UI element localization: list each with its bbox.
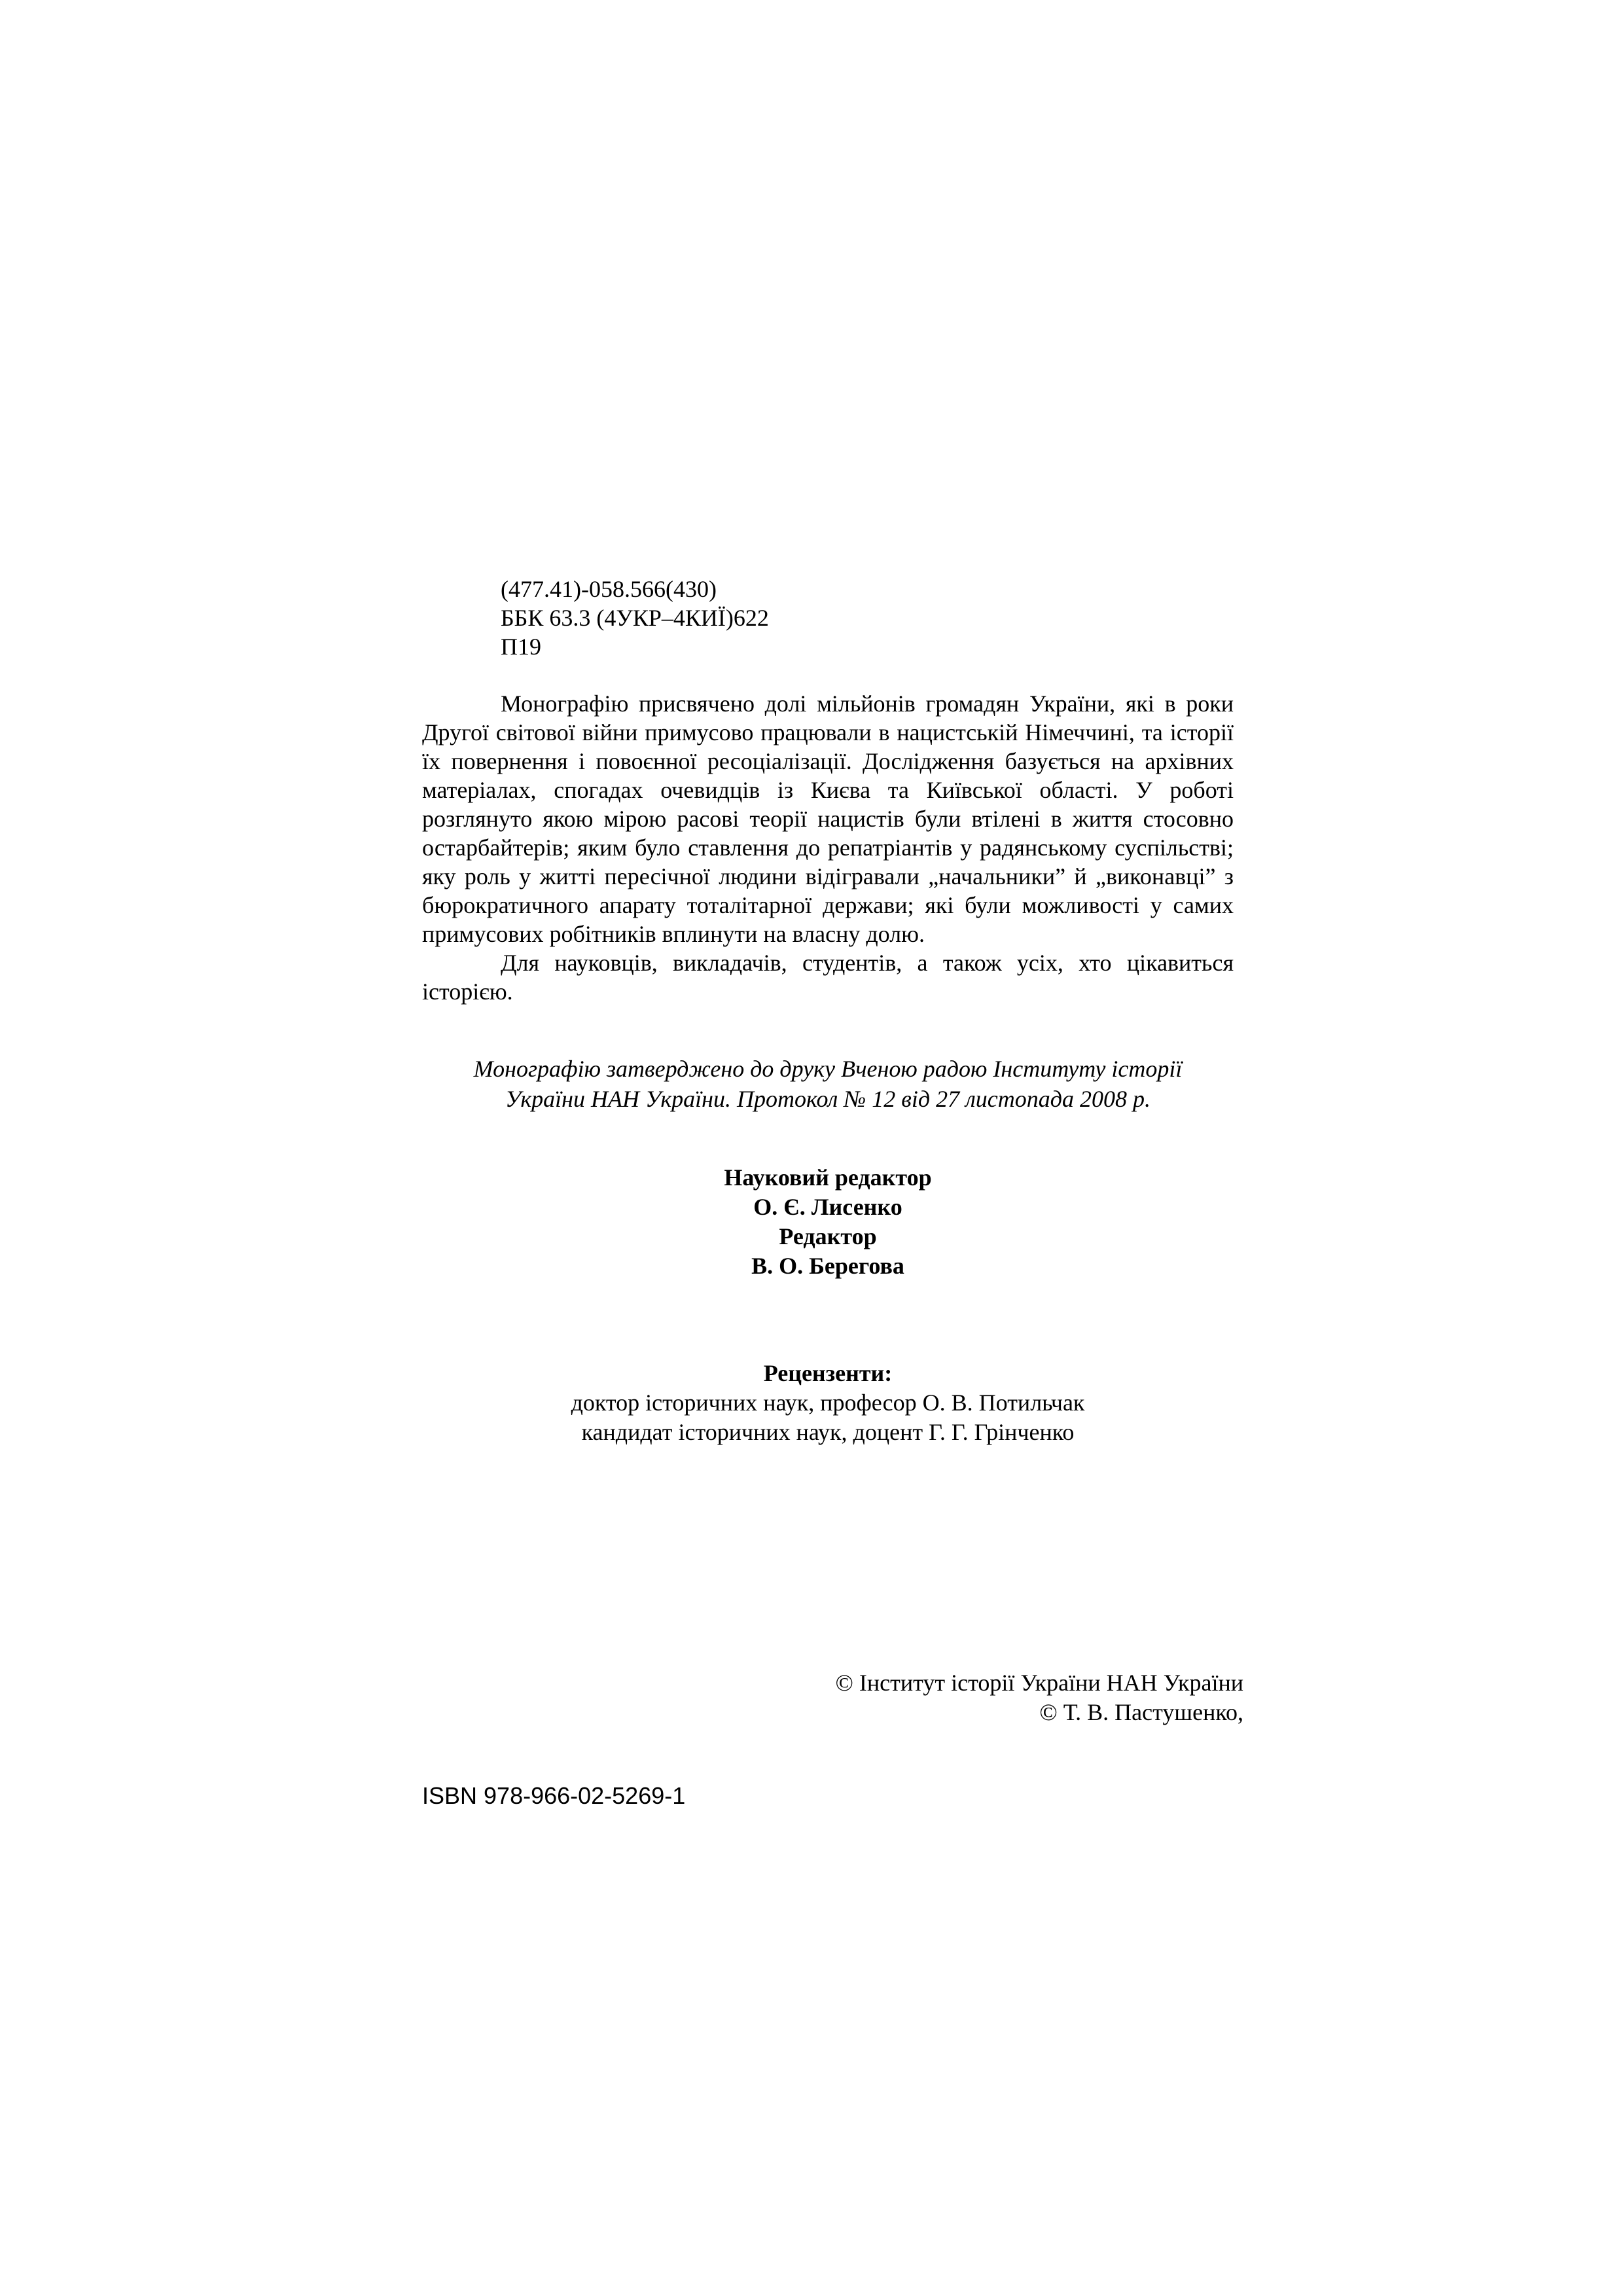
editors-block bbox=[422, 1163, 1234, 1281]
classification-codes bbox=[501, 575, 769, 661]
abstract-paragraph: Для науковців, викладачів, студентів, а також усіх, хто цікавиться історією. bbox=[422, 950, 1234, 1005]
reviewer-entry: доктор історичних наук, професор О. В. Потильчак bbox=[571, 1390, 1085, 1416]
approval-line: Монографію затверджено до друку Вченою радою Інституту історії bbox=[473, 1056, 1183, 1082]
approval-line: України НАН України. Протокол № 12 від 27 листопада 2008 р. bbox=[505, 1086, 1150, 1112]
abstract bbox=[422, 689, 1234, 1006]
udc-code: (477.41)-058.566(430) bbox=[501, 576, 717, 602]
reviewer-entry: кандидат історичних наук, доцент Г. Г. Грінченко bbox=[581, 1419, 1075, 1445]
scientific-editor-name: О. Є. Лисенко bbox=[753, 1194, 902, 1220]
editor-label: Редактор bbox=[779, 1223, 877, 1249]
scientific-editor-label: Науковий редактор bbox=[724, 1164, 932, 1191]
approval-note bbox=[422, 1054, 1234, 1114]
copyright-block bbox=[720, 1668, 1243, 1727]
reviewers-label: Рецензенти: bbox=[763, 1360, 893, 1386]
bbk-code: ББК 63.3 (4УКР–4КИЇ)622 bbox=[501, 605, 769, 631]
copyright-institute: © Інститут історії України НАН України bbox=[835, 1670, 1243, 1696]
reviewers-block bbox=[422, 1359, 1234, 1447]
isbn: ISBN 978-966-02-5269-1 bbox=[422, 1782, 686, 1809]
abstract-paragraph: Монографію присвячено долі мільйонів громадян України, які в роки Другої світової війни примусово працювали в нацистській Німеччині, та історії їх повернення і повоєнної ресоціалізації. Дослідження базується на архівних матеріалах, спогадах очевидців із Києва та Київської області. У роботі розглянуто якою мірою расові теорії нацистів були втілені в життя стосовно остарбайтерів; яким було ставлення до репатріантів у радянському суспільстві; яку роль у житті пересічної людини відігравали „начальники” й „виконавці” з бюрократичного апарату тоталітарної держави; які були можливості у самих примусових робітників вплинути на власну долю. bbox=[422, 691, 1234, 947]
copyright-author: © Т. В. Пастушенко, bbox=[1039, 1699, 1243, 1725]
editor-name: В. О. Берегова bbox=[751, 1253, 904, 1279]
author-mark: П19 bbox=[501, 634, 541, 660]
